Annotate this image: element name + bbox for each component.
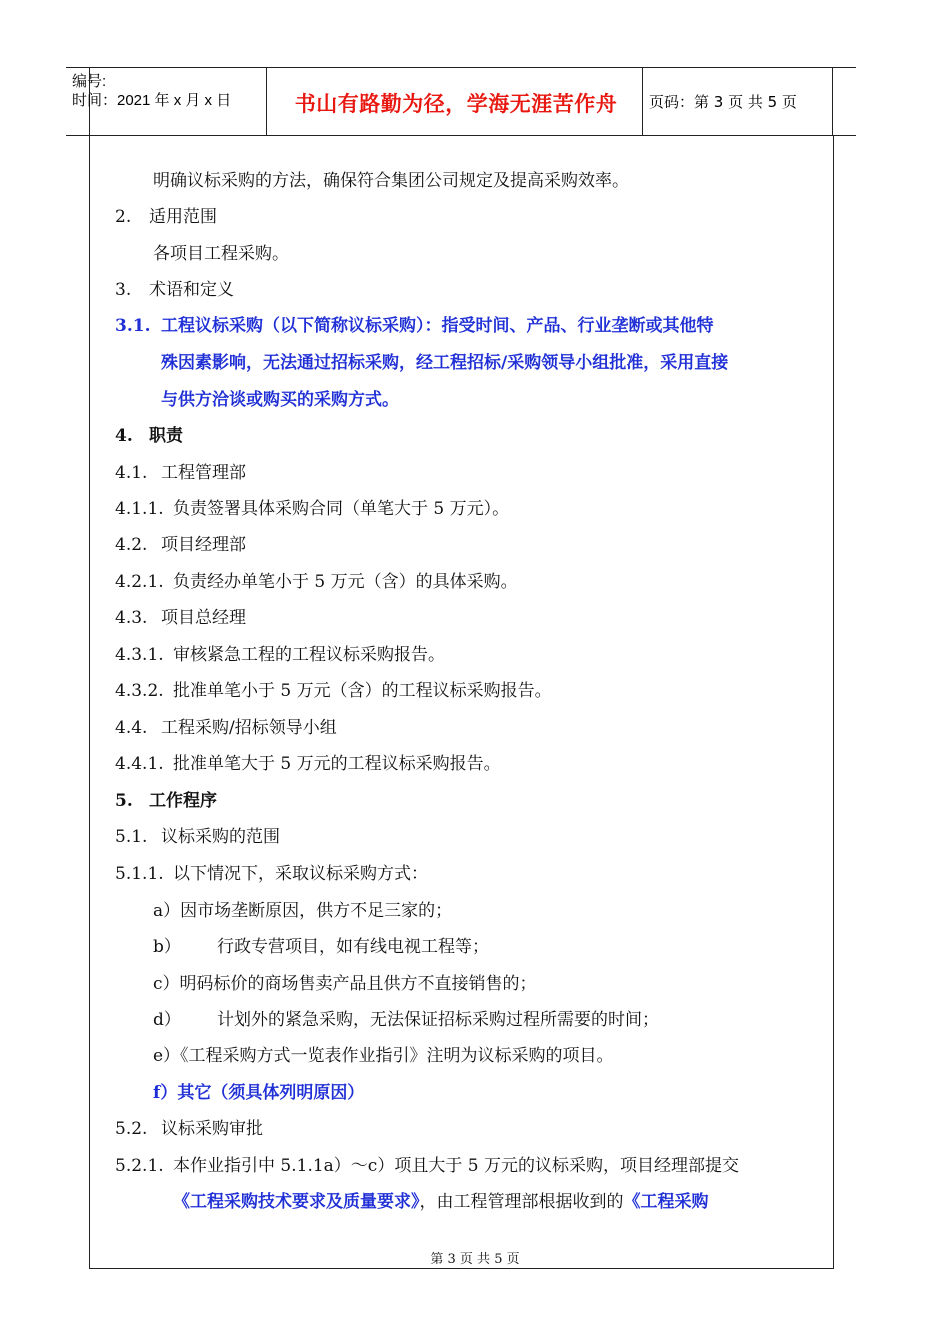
section-title: 工作程序 xyxy=(149,791,217,811)
clause-line xyxy=(115,753,501,775)
subsection-number: 5.2. xyxy=(115,1119,148,1139)
clause-line xyxy=(173,1191,709,1213)
subsection-title: 项目总经理 xyxy=(161,608,246,628)
list-item: a）因市场垄断原因，供方不足三家的； xyxy=(153,901,453,921)
clause-text: 批准单笔大于 5 万元的工程议标采购报告。 xyxy=(173,754,501,774)
clause-line xyxy=(115,644,445,666)
clause-text: 批准单笔小于 5 万元（含）的工程议标采购报告。 xyxy=(173,681,552,701)
subsection-title: 工程管理部 xyxy=(161,463,246,483)
header-page-info: 页码：第 3 页 共 5 页 xyxy=(649,93,797,111)
list-item: c）明码标价的商场售卖产品且供方不直接销售的； xyxy=(153,974,537,994)
document-reference: 《工程采购技术要求及质量要求》 xyxy=(173,1192,420,1212)
clause-number: 5.1.1. xyxy=(115,864,164,884)
subsection-number: 4.1. xyxy=(115,463,148,483)
definition-text: 工程议标采购（以下简称议标采购）：指受时间、产品、行业垄断或其他特 xyxy=(161,316,714,336)
definition-number: 3.1. xyxy=(115,316,151,336)
list-marker: d） xyxy=(153,1010,181,1030)
body-line: 各项目工程采购。 xyxy=(153,244,289,264)
subsection-heading xyxy=(115,717,337,739)
section-number: 4. xyxy=(115,426,133,446)
list-item xyxy=(153,936,489,958)
section-title: 术语和定义 xyxy=(149,280,234,300)
definition-line xyxy=(115,315,714,337)
clause-line xyxy=(115,680,552,702)
list-text: 行政专营项目，如有线电视工程等； xyxy=(217,937,489,957)
section-title: 职责 xyxy=(149,426,183,446)
list-text: 计划外的紧急采购，无法保证招标采购过程所需要的时间； xyxy=(217,1010,659,1030)
subsection-title: 项目经理部 xyxy=(161,535,246,555)
code-label: 编号: xyxy=(72,73,107,90)
section-number: 5. xyxy=(115,791,133,811)
subsection-heading xyxy=(115,534,246,556)
subsection-title: 议标采购的范围 xyxy=(161,827,280,847)
definition-line: 殊因素影响，无法通过招标采购，经工程招标/采购领导小组批准，采用直接 xyxy=(161,353,729,373)
clause-number: 4.1.1. xyxy=(115,499,164,519)
section-title: 适用范围 xyxy=(149,207,217,227)
subsection-number: 5.1. xyxy=(115,827,148,847)
document-reference: 《工程采购 xyxy=(623,1192,709,1212)
subsection-number: 4.4. xyxy=(115,718,148,738)
body-line: 明确议标采购的方法，确保符合集团公司规定及提高采购效率。 xyxy=(153,171,629,191)
header-divider-2 xyxy=(642,67,643,135)
section-heading xyxy=(115,790,217,812)
clause-text: 本作业指引中 5.1.1a）～c）项且大于 5 万元的议标采购，项目经理部提交 xyxy=(173,1156,739,1176)
list-marker: b） xyxy=(153,937,181,957)
section-heading xyxy=(115,279,234,301)
clause-text: 审核紧急工程的工程议标采购报告。 xyxy=(173,645,445,665)
subsection-number: 4.3. xyxy=(115,608,148,628)
subsection-number: 4.2. xyxy=(115,535,148,555)
list-item: e）《工程采购方式一览表作业指引》注明为议标采购的项目。 xyxy=(153,1046,614,1066)
list-item: f）其它（须具体列明原因） xyxy=(153,1083,365,1103)
header-divider-1 xyxy=(266,67,267,135)
section-number: 3. xyxy=(115,280,132,300)
clause-number: 4.2.1. xyxy=(115,572,164,592)
header-right-border xyxy=(832,67,833,135)
subsection-heading xyxy=(115,462,246,484)
clause-line xyxy=(115,498,509,520)
subsection-title: 议标采购审批 xyxy=(161,1119,263,1139)
definition-line: 与供方洽谈或购买的采购方式。 xyxy=(161,390,399,410)
header-top-rule xyxy=(66,67,856,68)
clause-text: 负责经办单笔小于 5 万元（含）的具体采购。 xyxy=(173,572,518,592)
clause-number: 4.3.2. xyxy=(115,681,164,701)
clause-number: 4.3.1. xyxy=(115,645,164,665)
header-meta xyxy=(72,72,231,110)
header-motto: 书山有路勤为径，学海无涯苦作舟 xyxy=(294,92,618,116)
subsection-heading xyxy=(115,607,246,629)
section-heading xyxy=(115,206,217,228)
section-number: 2. xyxy=(115,207,132,227)
subsection-heading xyxy=(115,1118,263,1140)
clause-line xyxy=(115,571,518,593)
list-item xyxy=(153,1009,659,1031)
clause-number: 5.2.1. xyxy=(115,1156,164,1176)
page-footer: 第 3 页 共 5 页 xyxy=(430,1252,520,1267)
clause-text: ，由工程管理部根据收到的 xyxy=(419,1192,624,1212)
time-label: 时间：2021 年 x 月 x 日 xyxy=(72,92,232,109)
clause-text: 以下情况下，采取议标采购方式： xyxy=(173,864,428,884)
subsection-heading xyxy=(115,826,280,848)
clause-line xyxy=(115,863,428,885)
subsection-title: 工程采购/招标领导小组 xyxy=(161,718,337,738)
clause-line xyxy=(115,1155,739,1177)
document-header xyxy=(66,66,856,136)
clause-text: 负责签署具体采购合同（单笔大于 5 万元）。 xyxy=(173,499,510,519)
clause-number: 4.4.1. xyxy=(115,754,164,774)
section-heading xyxy=(115,425,183,447)
